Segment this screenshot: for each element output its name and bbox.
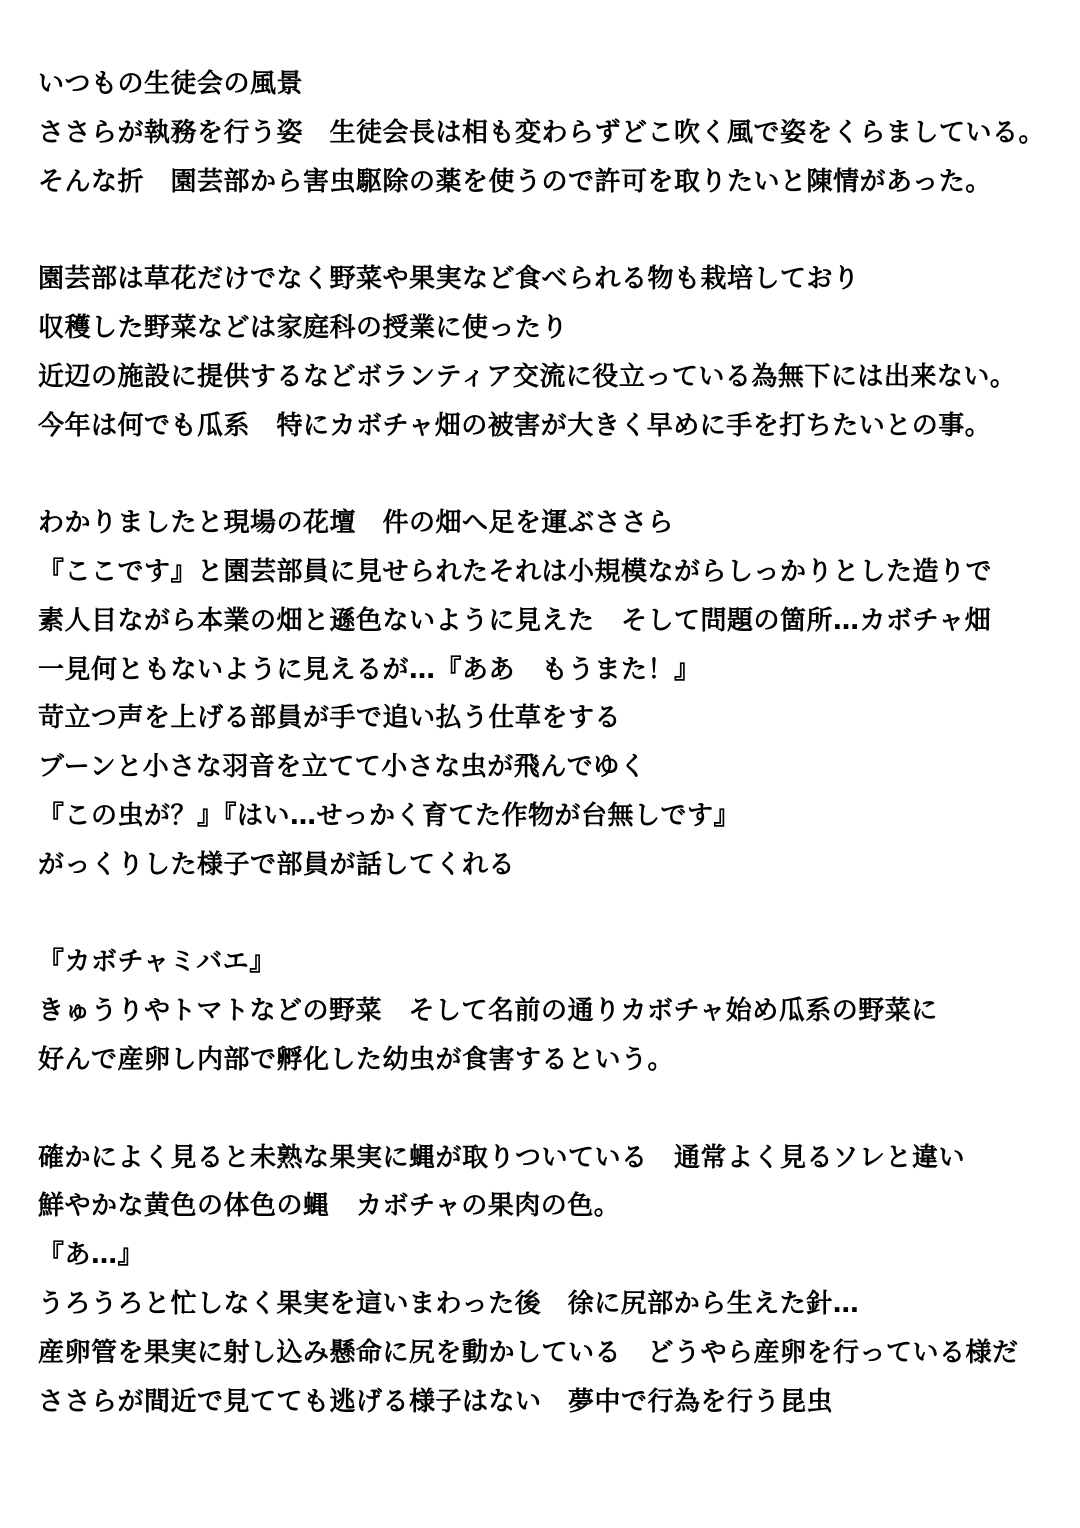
text-line: 一見何ともないように見えるが…『ああ もうまた！』 <box>38 654 701 685</box>
text-line: 『カボチャミバエ』 <box>38 947 276 978</box>
text-line: 『この虫が？』『はい…せっかく育てた作物が台無しです』 <box>38 800 740 831</box>
blank-line <box>38 450 1068 499</box>
text-line: 産卵管を果実に射し込み懸命に尻を動かしている どうやら産卵を行っている様だ <box>38 1337 1019 1368</box>
blank-line <box>38 1085 1068 1134</box>
blank-line <box>38 890 1068 939</box>
text-line: 好んで産卵し内部で孵化した幼虫が食害するという。 <box>38 1044 675 1075</box>
text-line: ブーンと小さな羽音を立てて小さな虫が飛んでゆく <box>38 752 647 783</box>
text-line: 『ここです』と園芸部員に見せられたそれは小規模ながらしっかりとした造りで <box>38 556 993 587</box>
text-line: 素人目ながら本業の畑と遜色ないように見えた そして問題の箇所…カボチャ畑 <box>38 605 992 636</box>
text-line: 『あ…』 <box>38 1240 145 1271</box>
text-line: 鮮やかな黄色の体色の蝿 カボチャの果肉の色。 <box>38 1191 621 1222</box>
text-line: 園芸部は草花だけでなく野菜や果実など食べられる物も栽培しており <box>38 264 860 295</box>
text-line: 苛立つ声を上げる部員が手で追い払う仕草をする <box>38 703 622 734</box>
text-line: 今年は何でも瓜系 特にカボチャ畑の被害が大きく早めに手を打ちたいとの事。 <box>38 410 992 441</box>
text-line: ささらが執務を行う姿 生徒会長は相も変わらずどこ吹く風で姿をくらましている。 <box>38 117 1046 148</box>
text-line: 近辺の施設に提供するなどボランティア交流に役立っている為無下には出来ない。 <box>38 361 1017 392</box>
text-line: 収穫した野菜などは家庭科の授業に使ったり <box>38 312 569 343</box>
text-line: わかりましたと現場の花壇 件の畑へ足を運ぶささら <box>38 508 675 539</box>
text-line: ささらが間近で見てても逃げる様子はない 夢中で行為を行う昆虫 <box>38 1386 834 1417</box>
text-line: そんな折 園芸部から害虫駆除の薬を使うので許可を取りたいと陳情があった。 <box>38 166 992 197</box>
text-line: いつもの生徒会の風景 <box>38 69 304 99</box>
text-line: 確かによく見ると未熟な果実に蝿が取りついている 通常よく見るソレと違い <box>38 1142 965 1173</box>
story-text <box>38 60 1068 1426</box>
text-line: がっくりした様子で部員が話してくれる <box>38 849 516 880</box>
text-line: きゅうりやトマトなどの野菜 そして名前の通りカボチャ始め瓜系の野菜に <box>38 996 938 1027</box>
text-line: うろうろと忙しなく果実を這いまわった後 徐に尻部から生えた針… <box>38 1288 860 1319</box>
blank-line <box>38 206 1068 255</box>
